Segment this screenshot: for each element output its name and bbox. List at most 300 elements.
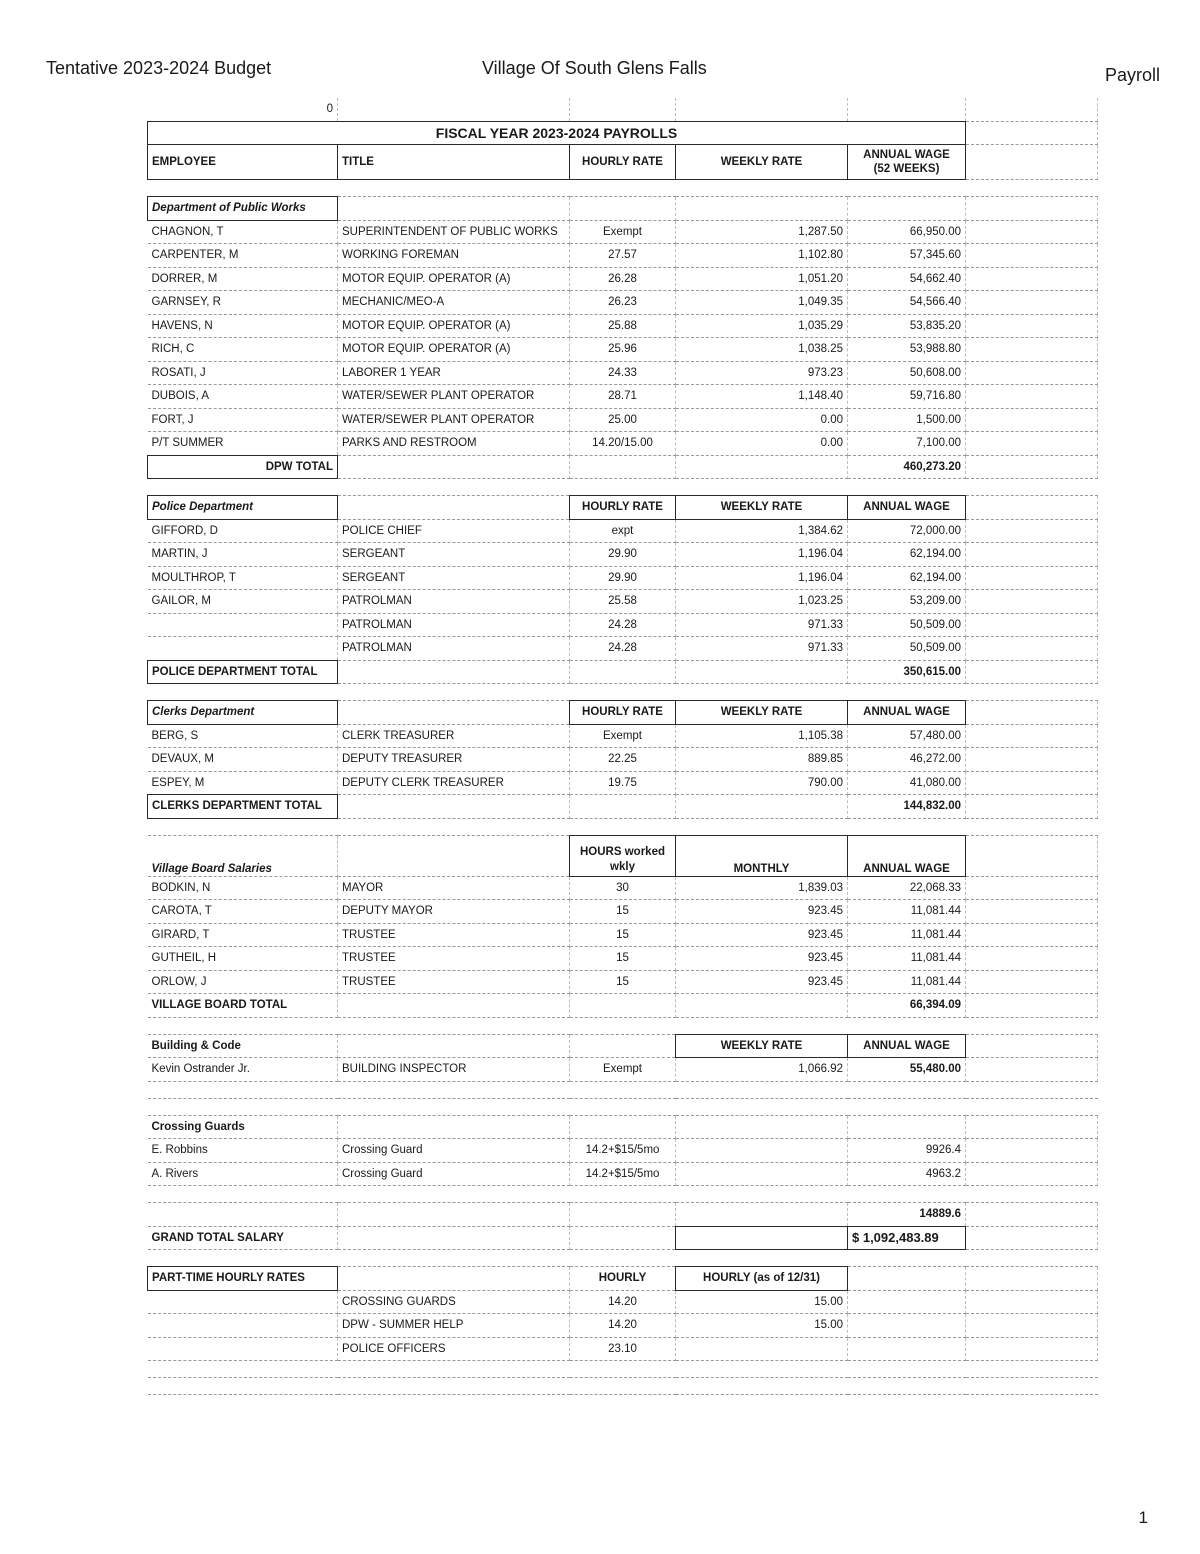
table-cell [338,180,570,197]
employee-name: ORLOW, J [148,970,338,994]
hourly-rate: 22.25 [570,748,676,772]
section-row [148,835,1098,876]
table-cell [148,1017,338,1034]
employee-header: EMPLOYEE [148,145,338,180]
table-cell [676,1098,848,1115]
hourly-rate: 24.28 [570,613,676,637]
section-board: Village Board Salaries [148,835,338,876]
rate-title: POLICE OFFICERS [338,1337,570,1361]
employee-name: DORRER, M [148,267,338,291]
rate-title: DPW - SUMMER HELP [338,1314,570,1338]
annual-wage: 66,950.00 [848,220,966,244]
table-title: FISCAL YEAR 2023-2024 PAYROLLS [148,121,966,145]
weekly-rate: 1,049.35 [676,291,848,315]
employee-row [148,613,1098,637]
table-cell [148,818,338,835]
employee-name: BODKIN, N [148,876,338,900]
total-row [148,1203,1098,1227]
section-police: Police Department [148,496,338,520]
table-cell [966,1186,1098,1203]
table-cell [676,479,848,496]
employee-title: MECHANIC/MEO-A [338,291,570,315]
table-cell [966,361,1098,385]
table-cell [338,496,570,520]
employee-title: MAYOR [338,876,570,900]
hourly-rate: 24.28 [570,637,676,661]
table-cell [848,197,966,221]
table-cell [570,1017,676,1034]
table-cell [338,1226,570,1250]
employee-row [148,771,1098,795]
rate-hourly: 14.20 [570,1290,676,1314]
table-cell [676,1361,848,1378]
employee-title: DEPUTY CLERK TREASURER [338,771,570,795]
table-cell [966,947,1098,971]
annual-wage: 53,988.80 [848,338,966,362]
annual-wage: 62,194.00 [848,543,966,567]
clerks-total: 144,832.00 [848,795,966,819]
table-cell [676,1115,848,1139]
section-row [148,1267,1098,1291]
hourly-rate: 19.75 [570,771,676,795]
weekly-header: WEEKLY RATE [676,145,848,180]
weekly-rate: 973.23 [676,361,848,385]
table-cell [338,1115,570,1139]
table-cell [848,1115,966,1139]
weekly-rate: 1,035.29 [676,314,848,338]
employee-name: MARTIN, J [148,543,338,567]
weekly-rate: 1,148.40 [676,385,848,409]
table-cell [676,197,848,221]
total-row [148,795,1098,819]
employee-title: LABORER 1 YEAR [338,361,570,385]
table-cell [966,566,1098,590]
table-cell [676,818,848,835]
spacer-row [148,818,1098,835]
table-cell [570,1034,676,1058]
table-cell [966,496,1098,520]
hourly-rate: 30 [570,876,676,900]
employee-row [148,724,1098,748]
weekly-rate [676,1139,848,1163]
table-cell [966,291,1098,315]
rate-hourly: 14.20 [570,1314,676,1338]
hourly-rate: 15 [570,947,676,971]
employee-row [148,566,1098,590]
table-cell [966,923,1098,947]
table-cell [570,98,676,121]
employee-name: CARPENTER, M [148,244,338,268]
weekly-rate: 0.00 [676,432,848,456]
weekly-rate: 1,066.92 [676,1058,848,1082]
weekly-header: WEEKLY RATE [676,701,848,725]
employee-title: TRUSTEE [338,970,570,994]
annual-wage: 55,480.00 [848,1058,966,1082]
employee-name: ESPEY, M [148,771,338,795]
rate-row [148,1290,1098,1314]
employee-title: DEPUTY TREASURER [338,748,570,772]
employee-name [148,637,338,661]
table-cell [966,1337,1098,1361]
employee-row [148,361,1098,385]
table-cell [570,1081,676,1098]
table-cell [338,684,570,701]
table-cell [676,180,848,197]
table-cell [966,660,1098,684]
table-cell [966,795,1098,819]
employee-title: PATROLMAN [338,637,570,661]
table-cell [848,1337,966,1361]
hourly-rate: expt [570,519,676,543]
table-cell [848,98,966,121]
employee-name: E. Robbins [148,1139,338,1163]
grand-total-row [148,1226,1098,1250]
table-cell [966,1017,1098,1034]
annual-wage: 9926.4 [848,1139,966,1163]
table-cell [570,818,676,835]
annual-wage: 46,272.00 [848,748,966,772]
grand-total-value: $ 1,092,483.89 [848,1226,966,1250]
table-cell [338,660,570,684]
annual-wage: 57,345.60 [848,244,966,268]
table-cell [966,267,1098,291]
table-cell [338,1017,570,1034]
table-cell [570,795,676,819]
annual-wage: 50,509.00 [848,613,966,637]
employee-row [148,267,1098,291]
table-cell [966,1034,1098,1058]
table-cell [848,1290,966,1314]
table-cell [676,1017,848,1034]
table-cell [966,98,1098,121]
table-cell [148,1361,338,1378]
employee-row [148,970,1098,994]
table-cell [338,1250,570,1267]
village-header: Village Of South Glens Falls [482,58,707,78]
table-cell [676,1226,848,1250]
employee-title: WORKING FOREMAN [338,244,570,268]
table-cell [848,180,966,197]
board-total: 66,394.09 [848,994,966,1018]
spacer-row [148,1250,1098,1267]
hourly-rate: 29.90 [570,543,676,567]
table-cell [338,455,570,479]
weekly-rate: 1,196.04 [676,566,848,590]
table-cell [676,1203,848,1227]
table-cell [676,455,848,479]
table-cell [338,197,570,221]
table-cell [966,479,1098,496]
table-cell [338,795,570,819]
employee-name: BERG, S [148,724,338,748]
hourly-header: HOURLY RATE [570,496,676,520]
table-cell [676,1081,848,1098]
table-cell [570,1115,676,1139]
weekly-rate: 1,038.25 [676,338,848,362]
table-cell [966,338,1098,362]
table-cell [966,1115,1098,1139]
weekly-rate: 889.85 [676,748,848,772]
dpw-total: 460,273.20 [848,455,966,479]
weekly-rate: 0.00 [676,408,848,432]
employee-row [148,220,1098,244]
annual-wage: 1,500.00 [848,408,966,432]
section-row [148,701,1098,725]
weekly-header: WEEKLY RATE [676,1034,848,1058]
hourly-rate: 26.23 [570,291,676,315]
employee-name: CAROTA, T [148,900,338,924]
employee-row [148,408,1098,432]
annual-wage: 11,081.44 [848,923,966,947]
table-cell [966,1250,1098,1267]
employee-row [148,314,1098,338]
employee-row [148,244,1098,268]
spacer-row [148,1081,1098,1098]
hourly-rate: 14.20/15.00 [570,432,676,456]
employee-title: DEPUTY MAYOR [338,900,570,924]
table-cell [966,637,1098,661]
hourly-rate: 14.2+$15/5mo [570,1162,676,1186]
table-cell [570,994,676,1018]
top-value: 0 [148,98,338,121]
annual-wage: 22,068.33 [848,876,966,900]
annual-wage: 7,100.00 [848,432,966,456]
employee-title: MOTOR EQUIP. OPERATOR (A) [338,314,570,338]
hourly-rate: 15 [570,923,676,947]
table-cell [966,519,1098,543]
hourly-rate: Exempt [570,724,676,748]
employee-row [148,923,1098,947]
table-cell [570,1226,676,1250]
section-part-time: PART-TIME HOURLY RATES [148,1267,338,1291]
weekly-rate: 923.45 [676,923,848,947]
table-cell [338,1361,570,1378]
hourly-rate: 25.96 [570,338,676,362]
annual-wage: 11,081.44 [848,900,966,924]
table-cell [848,1186,966,1203]
section-building: Building & Code [148,1034,338,1058]
hourly-header: HOURLY [570,1267,676,1291]
table-cell [570,1203,676,1227]
rate-hourly-new: 15.00 [676,1314,848,1338]
table-cell [966,771,1098,795]
table-cell [848,1017,966,1034]
employee-name: GAILOR, M [148,590,338,614]
table-cell [570,455,676,479]
annual-wage: 62,194.00 [848,566,966,590]
hourly-new-header: HOURLY (as of 12/31) [676,1267,848,1291]
table-cell [570,1250,676,1267]
employee-row [148,637,1098,661]
table-cell [966,197,1098,221]
table-cell [338,1098,570,1115]
table-cell [676,660,848,684]
table-cell [966,121,1098,145]
annual-wage: 11,081.44 [848,947,966,971]
employee-name: P/T SUMMER [148,432,338,456]
employee-name: DEVAUX, M [148,748,338,772]
table-cell [966,1290,1098,1314]
employee-title: Crossing Guard [338,1139,570,1163]
rate-row [148,1337,1098,1361]
employee-name [148,613,338,637]
weekly-rate [676,1162,848,1186]
table-cell [570,1378,676,1395]
employee-title: BUILDING INSPECTOR [338,1058,570,1082]
weekly-rate: 1,102.80 [676,244,848,268]
hourly-rate: 14.2+$15/5mo [570,1139,676,1163]
table-cell [676,1186,848,1203]
table-cell [848,1081,966,1098]
table-cell [966,1203,1098,1227]
table-cell [338,479,570,496]
page-number: 1 [1138,1508,1148,1527]
employee-row [148,947,1098,971]
employee-title: CLERK TREASURER [338,724,570,748]
table-cell [966,1081,1098,1098]
employee-title: Crossing Guard [338,1162,570,1186]
table-cell [338,1034,570,1058]
table-cell [148,1186,338,1203]
employee-name: DUBOIS, A [148,385,338,409]
table-cell [848,818,966,835]
table-cell [966,244,1098,268]
annual-wage: 4963.2 [848,1162,966,1186]
weekly-rate: 971.33 [676,637,848,661]
total-row [148,455,1098,479]
annual-wage: 11,081.44 [848,970,966,994]
weekly-rate: 1,196.04 [676,543,848,567]
weekly-rate: 1,105.38 [676,724,848,748]
total-row [148,994,1098,1018]
table-cell [148,1203,338,1227]
employee-title: POLICE CHIEF [338,519,570,543]
hourly-rate: 27.57 [570,244,676,268]
employee-title: TRUSTEE [338,923,570,947]
employee-name: A. Rivers [148,1162,338,1186]
police-total-label: POLICE DEPARTMENT TOTAL [148,660,338,684]
hourly-rate: 25.88 [570,314,676,338]
spacer-row [148,180,1098,197]
table-cell [570,684,676,701]
table-cell [570,479,676,496]
grand-total-label: GRAND TOTAL SALARY [148,1226,338,1250]
employee-row [148,519,1098,543]
table-cell [148,1081,338,1098]
table-cell [966,835,1098,876]
annual-header: ANNUAL WAGE [848,701,966,725]
employee-row [148,900,1098,924]
hourly-header: HOURLY RATE [570,145,676,180]
header-row [148,145,1098,180]
table-cell [148,684,338,701]
table-cell [966,408,1098,432]
table-cell [338,1186,570,1203]
employee-row [148,291,1098,315]
annual-wage: 59,716.80 [848,385,966,409]
spacer-row [148,1378,1098,1395]
section-row [148,1115,1098,1139]
hourly-rate: 24.33 [570,361,676,385]
table-cell [570,1186,676,1203]
table-cell [676,994,848,1018]
board-total-label: VILLAGE BOARD TOTAL [148,994,338,1018]
hourly-rate: 28.71 [570,385,676,409]
section-dpw: Department of Public Works [148,197,338,221]
hourly-rate: 29.90 [570,566,676,590]
table-cell [338,994,570,1018]
top-row [148,98,1098,121]
table-cell [338,701,570,725]
table-cell [966,818,1098,835]
weekly-rate: 1,023.25 [676,590,848,614]
clerks-total-label: CLERKS DEPARTMENT TOTAL [148,795,338,819]
section-crossing: Crossing Guards [148,1115,338,1139]
employee-name: HAVENS, N [148,314,338,338]
table-cell [966,1058,1098,1082]
table-cell [570,1361,676,1378]
employee-name: Kevin Ostrander Jr. [148,1058,338,1082]
employee-name: CHAGNON, T [148,220,338,244]
employee-title: PATROLMAN [338,590,570,614]
table-cell [966,748,1098,772]
employee-row [148,432,1098,456]
spacer-row [148,1017,1098,1034]
table-cell [966,1267,1098,1291]
table-cell [570,180,676,197]
rate-hourly: 23.10 [570,1337,676,1361]
employee-title: TRUSTEE [338,947,570,971]
employee-name: GARNSEY, R [148,291,338,315]
table-cell [676,1250,848,1267]
spacer-row [148,479,1098,496]
hourly-rate: 25.00 [570,408,676,432]
table-cell [676,795,848,819]
employee-name: RICH, C [148,338,338,362]
employee-title: WATER/SEWER PLANT OPERATOR [338,408,570,432]
spacer-row [148,1098,1098,1115]
title-row [148,121,1098,145]
table-cell [338,1267,570,1291]
employee-title: SUPERINTENDENT OF PUBLIC WORKS [338,220,570,244]
table-cell [966,701,1098,725]
table-cell [966,432,1098,456]
employee-title: PATROLMAN [338,613,570,637]
annual-wage: 57,480.00 [848,724,966,748]
table-cell [676,684,848,701]
spacer-row [148,1186,1098,1203]
table-cell [848,1314,966,1338]
payroll-table [147,98,1098,1395]
table-cell [148,1290,338,1314]
annual-wage: 54,566.40 [848,291,966,315]
dpw-total-label: DPW TOTAL [148,455,338,479]
employee-row [148,1162,1098,1186]
table-cell [966,1314,1098,1338]
employee-row [148,590,1098,614]
table-cell [148,180,338,197]
table-cell [570,197,676,221]
table-cell [338,98,570,121]
employee-title: MOTOR EQUIP. OPERATOR (A) [338,267,570,291]
annual-wage: 41,080.00 [848,771,966,795]
weekly-rate: 1,839.03 [676,876,848,900]
table-cell [966,1098,1098,1115]
rate-row [148,1314,1098,1338]
table-cell [966,900,1098,924]
employee-row [148,1058,1098,1082]
table-cell [338,1378,570,1395]
